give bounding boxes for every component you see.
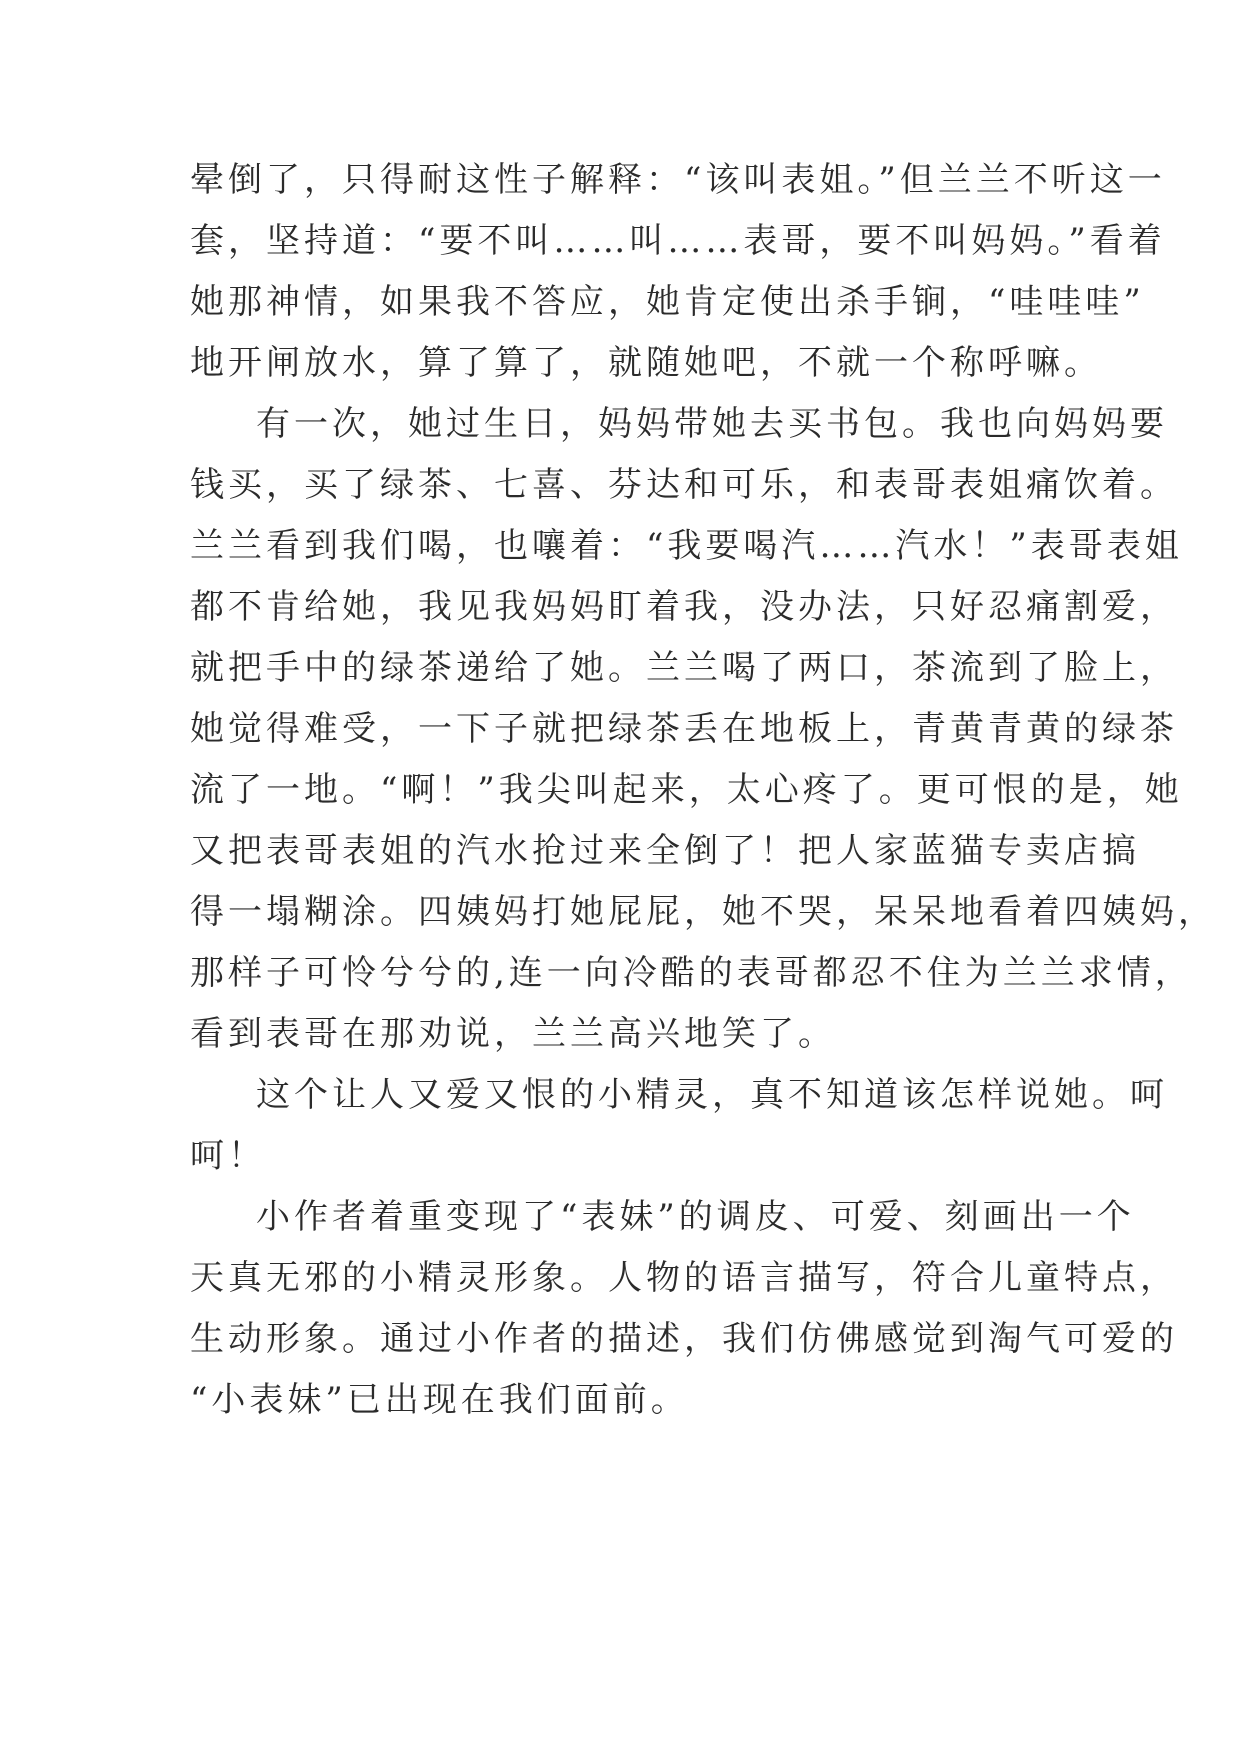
body-text bbox=[190, 150, 1216, 1431]
text-line: 她觉得难受，一下子就把绿茶丢在地板上，青黄青黄的绿茶 bbox=[190, 709, 1178, 749]
text-line: 钱买，买了绿茶、七喜、芬达和可乐，和表哥表姐痛饮着。 bbox=[190, 465, 1178, 505]
text-line: 呵！ bbox=[190, 1136, 266, 1176]
text-line: 流了一地。“啊！”我尖叫起来，太心疼了。更可恨的是，她 bbox=[190, 770, 1183, 810]
text-line: 地开闸放水，算了算了，就随她吧，不就一个称呼嘛。 bbox=[190, 343, 1102, 383]
paragraph-4-comment bbox=[190, 1187, 1178, 1431]
text-line: 她那神情，如果我不答应，她肯定使出杀手锏，“哇哇哇” bbox=[190, 282, 1145, 322]
text-line: 小作者着重变现了“表妹”的调皮、可爱、刻画出一个 bbox=[256, 1197, 1135, 1237]
text-line: 生动形象。通过小作者的描述，我们仿佛感觉到淘气可爱的 bbox=[190, 1319, 1178, 1359]
text-line: 这个让人又爱又恨的小精灵，真不知道该怎样说她。呵 bbox=[256, 1075, 1168, 1115]
text-line: 就把手中的绿茶递给了她。兰兰喝了两口，茶流到了脸上， bbox=[190, 648, 1178, 688]
paragraph-3 bbox=[190, 1065, 1168, 1187]
text-line: 又把表哥表姐的汽水抢过来全倒了！把人家蓝猫专卖店搞 bbox=[190, 831, 1140, 871]
text-line: “小表妹”已出现在我们面前。 bbox=[190, 1380, 689, 1420]
paragraph-1 bbox=[190, 150, 1166, 394]
paragraph-2 bbox=[190, 394, 1216, 1065]
text-line: 那样子可怜兮兮的,连一向冷酷的表哥都忍不住为兰兰求情， bbox=[190, 953, 1193, 993]
text-line: 晕倒了，只得耐这性子解释：“该叫表姐。”但兰兰不听这一 bbox=[190, 160, 1166, 200]
text-line: 天真无邪的小精灵形象。人物的语言描写，符合儿童特点， bbox=[190, 1258, 1178, 1298]
text-line: 兰兰看到我们喝，也嚷着：“我要喝汽……汽水！”表哥表姐 bbox=[190, 526, 1183, 566]
text-line: 看到表哥在那劝说，兰兰高兴地笑了。 bbox=[190, 1014, 836, 1054]
text-line: 有一次，她过生日，妈妈带她去买书包。我也向妈妈要 bbox=[256, 404, 1168, 444]
text-line: 套，坚持道：“要不叫……叫……表哥，要不叫妈妈。”看着 bbox=[190, 221, 1166, 261]
text-line: 得一塌糊涂。四姨妈打她屁屁，她不哭，呆呆地看着四姨妈， bbox=[190, 892, 1216, 932]
text-line: 都不肯给她，我见我妈妈盯着我，没办法，只好忍痛割爱， bbox=[190, 587, 1178, 627]
